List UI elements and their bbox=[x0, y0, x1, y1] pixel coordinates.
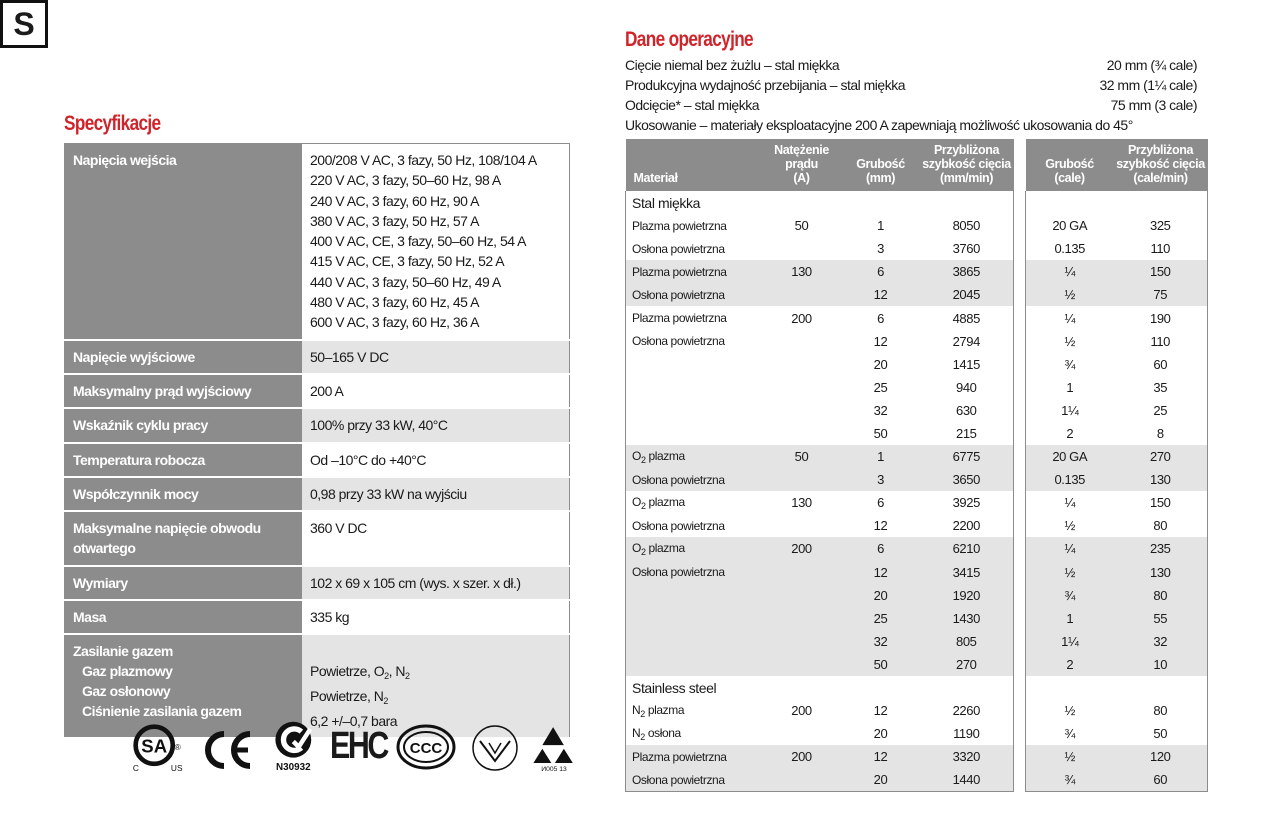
cell-gap bbox=[1014, 607, 1026, 630]
cell-material bbox=[626, 353, 762, 376]
cell-material bbox=[626, 607, 762, 630]
cell-gap bbox=[1014, 630, 1026, 653]
cell-gap bbox=[1014, 491, 1026, 514]
svg-text:®: ® bbox=[174, 741, 181, 752]
cell-thickness-mm: 6 bbox=[877, 495, 884, 511]
cell-current: 130 bbox=[762, 260, 842, 283]
spec-value-line: 380 V AC, 3 fazy, 50 Hz, 57 A bbox=[310, 212, 479, 229]
spec-value-line: 480 V AC, 3 fazy, 60 Hz, 45 A bbox=[310, 294, 479, 311]
cell-speed-mm: 3760 bbox=[920, 237, 1014, 260]
svg-text:N30932: N30932 bbox=[276, 762, 311, 772]
ukraine-conformity-logo bbox=[470, 722, 520, 774]
spec-table-body bbox=[65, 144, 570, 739]
spec-row bbox=[65, 566, 570, 600]
cell-gap bbox=[1014, 468, 1026, 491]
cell-thickness-in: ½ bbox=[1026, 699, 1114, 722]
spec-value: 200 A bbox=[302, 374, 570, 408]
spec-value-line: 220 V AC, 3 fazy, 50–60 Hz, 98 A bbox=[310, 172, 501, 189]
cell-material: Osłona powietrzna bbox=[626, 768, 762, 791]
ops-line-label: Produkcyjna wydajność przebijania – stal miękka bbox=[625, 77, 905, 93]
cut-chart-header-row bbox=[626, 139, 1208, 191]
cell-thickness-in: ½ bbox=[1026, 745, 1114, 768]
cell-speed-mm: 805 bbox=[920, 630, 1014, 653]
cell-speed-in: 35 bbox=[1114, 376, 1208, 399]
cell-current bbox=[762, 514, 842, 537]
cell-thickness-in: 1¼ bbox=[1026, 399, 1114, 422]
ccc-logo bbox=[396, 722, 458, 774]
cut-chart-row bbox=[626, 561, 1208, 584]
cell-thickness-mm: 1 bbox=[842, 445, 920, 468]
cell-thickness-in: 2 bbox=[1026, 422, 1114, 445]
cell-thickness-in: ½ bbox=[1026, 330, 1114, 353]
cell-thickness-in bbox=[1026, 676, 1114, 699]
cut-chart-row bbox=[626, 422, 1208, 445]
cell-speed-in: 60 bbox=[1114, 768, 1208, 791]
ukrsepro-logo bbox=[526, 720, 582, 772]
cell-speed-in: 50 bbox=[1114, 722, 1208, 745]
cell-speed-in: 120 bbox=[1114, 745, 1208, 768]
s-mark-logo: S bbox=[0, 0, 48, 48]
spec-value: Od –10°C do +40°C bbox=[302, 443, 570, 477]
cut-chart-row bbox=[626, 745, 1208, 768]
cell-material bbox=[626, 653, 762, 676]
cell-speed-mm: 3925 bbox=[920, 491, 1014, 514]
ce-mark-logo bbox=[200, 724, 256, 776]
cell-gap bbox=[1014, 399, 1026, 422]
spec-row bbox=[65, 340, 570, 374]
cell-thickness-mm bbox=[842, 191, 920, 214]
cell-speed-mm: 940 bbox=[920, 376, 1014, 399]
cell-material: Plazma powietrzna bbox=[626, 306, 762, 329]
spec-row bbox=[65, 408, 570, 442]
spec-table bbox=[64, 143, 570, 739]
cell-gap bbox=[1014, 722, 1026, 745]
cell-material: Stal miękka bbox=[626, 191, 762, 214]
cell-current bbox=[762, 630, 842, 653]
cell-thickness-mm: 50 bbox=[842, 653, 920, 676]
cell-thickness-in: ¼ bbox=[1026, 491, 1114, 514]
cell-thickness-mm: 3 bbox=[842, 468, 920, 491]
cell-speed-in: 60 bbox=[1114, 353, 1208, 376]
cell-gap bbox=[1014, 699, 1026, 722]
spec-value: 335 kg bbox=[302, 600, 570, 634]
cell-thickness-in: ½ bbox=[1026, 561, 1114, 584]
cell-speed-mm: 1920 bbox=[920, 584, 1014, 607]
cell-gap bbox=[1014, 537, 1026, 560]
cell-thickness-mm: 32 bbox=[873, 402, 888, 418]
cell-speed-mm: 2200 bbox=[920, 514, 1014, 537]
cell-thickness-in bbox=[1026, 191, 1114, 214]
cell-thickness-mm: 12 bbox=[842, 283, 920, 306]
svg-text:C: C bbox=[132, 763, 139, 774]
cell-thickness-in: ½ bbox=[1026, 283, 1114, 306]
cell-current bbox=[762, 237, 842, 260]
cut-chart-row bbox=[626, 399, 1208, 422]
cell-thickness-in: ¼ bbox=[1026, 306, 1114, 329]
svg-text:CCC: CCC bbox=[409, 740, 443, 757]
spec-value-line: 440 V AC, 3 fazy, 50–60 Hz, 49 A bbox=[310, 273, 501, 290]
cell-thickness-in: 1¼ bbox=[1026, 630, 1114, 653]
cell-speed-mm bbox=[920, 191, 1014, 214]
header-material: Materiał bbox=[626, 139, 762, 191]
gas-item-value: Powietrze, $N_2$ bbox=[310, 688, 388, 707]
header-thickness-in: Grubość (cale) bbox=[1026, 139, 1114, 191]
cell-thickness-mm: 12 bbox=[873, 703, 888, 719]
header-gap bbox=[1014, 139, 1026, 191]
cut-chart-row bbox=[626, 260, 1208, 283]
cell-speed-mm: 3650 bbox=[920, 468, 1014, 491]
cell-material: Plazma powietrzna bbox=[626, 214, 762, 237]
cell-speed-in: 190 bbox=[1114, 306, 1208, 329]
cell-speed-in: 25 bbox=[1114, 399, 1208, 422]
cell-speed-mm: 6210 bbox=[920, 537, 1014, 560]
cut-chart bbox=[625, 139, 1207, 792]
cut-chart-row bbox=[626, 330, 1208, 353]
spec-row bbox=[65, 477, 570, 511]
cell-speed-in: 8 bbox=[1114, 422, 1208, 445]
cell-current bbox=[762, 422, 842, 445]
cell-material: $N_2$ plazma bbox=[626, 699, 762, 722]
spec-row bbox=[65, 443, 570, 477]
cell-speed-mm: 3415 bbox=[920, 561, 1014, 584]
cell-thickness-mm: 12 bbox=[842, 745, 920, 768]
cell-speed-mm: 2794 bbox=[920, 330, 1014, 353]
cell-thickness-in: 1 bbox=[1026, 607, 1114, 630]
cut-chart-row bbox=[626, 191, 1208, 214]
cell-gap bbox=[1014, 306, 1026, 329]
cell-material: $O_2$ plazma bbox=[626, 491, 762, 514]
cell-gap bbox=[1014, 745, 1026, 768]
cut-chart-row bbox=[626, 491, 1208, 514]
cell-current bbox=[762, 330, 842, 353]
cell-speed-in bbox=[1114, 676, 1208, 699]
cell-speed-mm: 270 bbox=[920, 653, 1014, 676]
cut-chart-row bbox=[626, 283, 1208, 306]
svg-text:SA: SA bbox=[141, 735, 168, 757]
cell-material: Osłona powietrzna bbox=[626, 330, 762, 353]
spec-value bbox=[302, 144, 570, 340]
spec-label: Napięcia wejścia bbox=[65, 144, 302, 340]
cell-current bbox=[762, 561, 842, 584]
cell-thickness-mm: 6 bbox=[877, 310, 884, 326]
cell-material: Osłona powietrzna bbox=[626, 468, 762, 491]
spec-row bbox=[65, 374, 570, 408]
cell-thickness-mm: 12 bbox=[873, 333, 888, 349]
svg-text:И005 13: И005 13 bbox=[541, 766, 567, 772]
cell-current bbox=[762, 468, 842, 491]
spec-label: Maksymalny prąd wyjściowy bbox=[65, 374, 302, 408]
cell-speed-in: 80 bbox=[1114, 699, 1208, 722]
spec-value-line: 600 V AC, 3 fazy, 60 Hz, 36 A bbox=[310, 314, 479, 331]
cell-gap bbox=[1014, 422, 1026, 445]
cell-speed-in: 270 bbox=[1114, 445, 1208, 468]
spec-label: Współczynnik mocy bbox=[65, 477, 302, 511]
spec-value: 100% przy 33 kW, 40°C bbox=[302, 408, 570, 442]
header-speed-in: Przybliżona szybkość cięcia (cale/min) bbox=[1114, 139, 1208, 191]
cell-material bbox=[626, 584, 762, 607]
ops-line-label: Cięcie niemal bez żużlu – stal miękka bbox=[625, 57, 840, 73]
spec-title: Specyfikacje bbox=[64, 112, 161, 135]
spec-label: Masa bbox=[65, 600, 302, 634]
cell-current: 200 bbox=[762, 537, 842, 560]
cut-chart-row bbox=[626, 676, 1208, 699]
cell-speed-mm: 2045 bbox=[920, 283, 1014, 306]
ops-line-value: 20 mm (¾ cale) bbox=[1106, 57, 1197, 73]
cell-material: Stainless steel bbox=[626, 676, 762, 699]
cell-thickness-in: ¾ bbox=[1026, 722, 1114, 745]
cell-thickness-mm: 25 bbox=[842, 607, 920, 630]
cell-speed-in: 110 bbox=[1114, 330, 1208, 353]
cell-current: 130 bbox=[791, 495, 812, 511]
spec-value: 0,98 przy 33 kW na wyjściu bbox=[302, 477, 570, 511]
cut-chart-body bbox=[626, 191, 1208, 791]
cell-speed-in: 10 bbox=[1114, 653, 1208, 676]
cell-thickness-mm: 1 bbox=[877, 218, 884, 234]
cell-thickness-mm: 20 bbox=[873, 726, 888, 742]
cell-thickness-mm: 32 bbox=[842, 630, 920, 653]
cell-material: $O_2$ plazma bbox=[626, 445, 762, 468]
ops-line-value: 75 mm (3 cale) bbox=[1110, 97, 1197, 113]
cell-gap bbox=[1014, 514, 1026, 537]
cell-speed-in: 130 bbox=[1114, 561, 1208, 584]
cell-gap bbox=[1014, 561, 1026, 584]
cell-current bbox=[762, 653, 842, 676]
cell-thickness-in: ½ bbox=[1026, 514, 1114, 537]
cell-speed-mm: 3865 bbox=[920, 260, 1014, 283]
cell-thickness-mm: 20 bbox=[842, 768, 920, 791]
cell-current: 200 bbox=[791, 703, 812, 719]
cut-chart-row bbox=[626, 630, 1208, 653]
cell-current bbox=[762, 607, 842, 630]
cell-material: Osłona powietrzna bbox=[626, 237, 762, 260]
svg-text:US: US bbox=[170, 763, 183, 774]
gas-item-label: Gaz osłonowy bbox=[82, 683, 171, 700]
cell-gap bbox=[1014, 445, 1026, 468]
cell-material: Osłona powietrzna bbox=[626, 561, 762, 584]
bevel-note-text: Ukosowanie – materiały eksploatacyjne 200 A zapewniają możliwość ukosowania do 45° bbox=[625, 117, 1133, 133]
cell-gap bbox=[1014, 283, 1026, 306]
cell-material: Osłona powietrzna bbox=[626, 514, 762, 537]
cell-material bbox=[626, 399, 762, 422]
ops-line-value: 32 mm (1¼ cale) bbox=[1099, 77, 1197, 93]
spec-row bbox=[65, 511, 570, 566]
cell-speed-in: 32 bbox=[1114, 630, 1208, 653]
cell-gap bbox=[1014, 584, 1026, 607]
cell-current: 200 bbox=[762, 745, 842, 768]
cell-thickness-mm: 6 bbox=[842, 260, 920, 283]
cell-speed-mm: 1440 bbox=[920, 768, 1014, 791]
cell-material: Plazma powietrzna bbox=[626, 260, 762, 283]
cell-thickness-mm bbox=[842, 676, 920, 699]
cell-thickness-mm: 25 bbox=[873, 379, 888, 395]
spec-label: Maksymalne napięcie obwodu otwartego bbox=[65, 511, 302, 566]
cell-speed-in: 80 bbox=[1114, 584, 1208, 607]
cell-speed-in: 110 bbox=[1114, 237, 1208, 260]
cut-chart-row bbox=[626, 468, 1208, 491]
cell-thickness-in: 0.135 bbox=[1026, 468, 1114, 491]
cell-current: 50 bbox=[794, 218, 809, 234]
cell-gap bbox=[1014, 376, 1026, 399]
cell-thickness-in: 1 bbox=[1026, 376, 1114, 399]
cell-speed-mm bbox=[920, 676, 1014, 699]
ops-line-label: Odcięcie* – stal miękka bbox=[625, 97, 760, 113]
cell-material: Plazma powietrzna bbox=[626, 745, 762, 768]
cell-speed-in: 75 bbox=[1114, 283, 1208, 306]
cell-speed-in: 325 bbox=[1114, 214, 1208, 237]
cell-material bbox=[626, 376, 762, 399]
cell-gap bbox=[1014, 330, 1026, 353]
gas-item-value: 6,2 +/–0,7 bara bbox=[310, 713, 398, 730]
cell-gap bbox=[1014, 214, 1026, 237]
spec-value: 360 V DC bbox=[302, 511, 570, 566]
cell-thickness-mm: 20 bbox=[873, 356, 888, 372]
cell-current bbox=[762, 283, 842, 306]
cell-gap bbox=[1014, 768, 1026, 791]
cell-thickness-in: ¾ bbox=[1026, 768, 1114, 791]
spec-label: Wymiary bbox=[65, 566, 302, 600]
cell-current bbox=[762, 722, 842, 745]
cell-thickness-mm: 20 bbox=[842, 584, 920, 607]
cell-material: $N_2$ osłona bbox=[626, 722, 762, 745]
gas-item-label: Gaz plazmowy bbox=[82, 663, 173, 680]
cell-speed-mm: 1415 bbox=[920, 353, 1014, 376]
cell-gap bbox=[1014, 260, 1026, 283]
cell-speed-mm: 3320 bbox=[920, 745, 1014, 768]
cut-chart-table bbox=[625, 139, 1208, 792]
spec-row bbox=[65, 600, 570, 634]
spec-value: 102 x 69 x 105 cm (wys. x szer. x dł.) bbox=[302, 566, 570, 600]
cell-speed-in: 130 bbox=[1114, 468, 1208, 491]
cell-material: $O_2$ plazma bbox=[626, 537, 762, 560]
spec-row bbox=[65, 144, 570, 340]
cell-thickness-in: ¾ bbox=[1026, 353, 1114, 376]
cell-gap bbox=[1014, 237, 1026, 260]
cell-gap bbox=[1014, 191, 1026, 214]
cell-thickness-mm: 50 bbox=[873, 425, 888, 441]
cell-speed-in: 235 bbox=[1114, 537, 1208, 560]
cell-thickness-in: ¼ bbox=[1026, 260, 1114, 283]
cut-chart-row bbox=[626, 537, 1208, 560]
cut-chart-row bbox=[626, 699, 1208, 722]
cell-current bbox=[762, 353, 842, 376]
cell-thickness-in: ¾ bbox=[1026, 584, 1114, 607]
header-thickness-mm: Grubość (mm) bbox=[842, 139, 920, 191]
cell-material: Osłona powietrzna bbox=[626, 283, 762, 306]
ops-title: Dane operacyjne bbox=[625, 28, 753, 51]
cut-chart-row bbox=[626, 214, 1208, 237]
cell-current bbox=[762, 584, 842, 607]
cell-speed-in: 150 bbox=[1114, 260, 1208, 283]
cut-chart-row bbox=[626, 376, 1208, 399]
spec-value-line: 200/208 V AC, 3 fazy, 50 Hz, 108/104 A bbox=[310, 152, 537, 168]
cut-chart-row bbox=[626, 237, 1208, 260]
cut-chart-row bbox=[626, 722, 1208, 745]
cut-chart-row bbox=[626, 445, 1208, 468]
spec-value-line: 400 V AC, CE, 3 fazy, 50–60 Hz, 54 A bbox=[310, 233, 526, 250]
cell-current bbox=[762, 768, 842, 791]
cell-thickness-mm: 12 bbox=[842, 561, 920, 584]
cell-current: 50 bbox=[762, 445, 842, 468]
cell-current bbox=[762, 399, 842, 422]
cell-current: 200 bbox=[791, 310, 812, 326]
cut-chart-row bbox=[626, 607, 1208, 630]
cell-current bbox=[762, 676, 842, 699]
cell-speed-mm: 1190 bbox=[920, 722, 1014, 745]
cell-speed-in bbox=[1114, 191, 1208, 214]
spec-value: 50–165 V DC bbox=[302, 340, 570, 374]
cell-speed-mm: 8050 bbox=[920, 214, 1014, 237]
cell-thickness-in: 20 GA bbox=[1026, 445, 1114, 468]
cut-chart-row bbox=[626, 514, 1208, 537]
cell-speed-in: 80 bbox=[1114, 514, 1208, 537]
eac-logo: EHC bbox=[330, 725, 387, 767]
cell-speed-mm: 215 bbox=[920, 422, 1014, 445]
header-current: Natężenie prądu (A) bbox=[762, 139, 842, 191]
spec-label: Napięcie wyjściowe bbox=[65, 340, 302, 374]
cell-thickness-in: 2 bbox=[1026, 653, 1114, 676]
cell-speed-mm: 4885 bbox=[920, 306, 1014, 329]
cell-material bbox=[626, 630, 762, 653]
cell-speed-mm: 1430 bbox=[920, 607, 1014, 630]
cut-chart-row bbox=[626, 768, 1208, 791]
cell-current bbox=[762, 191, 842, 214]
cell-speed-in: 150 bbox=[1114, 491, 1208, 514]
spec-label: Wskaźnik cyklu pracy bbox=[65, 408, 302, 442]
cell-thickness-in: ¼ bbox=[1026, 537, 1114, 560]
cut-chart-row bbox=[626, 584, 1208, 607]
cell-speed-mm: 6775 bbox=[920, 445, 1014, 468]
cell-gap bbox=[1014, 653, 1026, 676]
cell-thickness-mm: 6 bbox=[842, 537, 920, 560]
spec-value-line: 415 V AC, CE, 3 fazy, 50 Hz, 52 A bbox=[310, 253, 505, 270]
csa-logo bbox=[126, 722, 188, 774]
cell-speed-in: 55 bbox=[1114, 607, 1208, 630]
cut-chart-row bbox=[626, 353, 1208, 376]
cut-chart-row bbox=[626, 306, 1208, 329]
spec-value-line: 240 V AC, 3 fazy, 60 Hz, 90 A bbox=[310, 192, 479, 209]
cut-chart-row bbox=[626, 653, 1208, 676]
spec-label: Temperatura robocza bbox=[65, 443, 302, 477]
cell-speed-mm: 2260 bbox=[920, 699, 1014, 722]
gas-item-label: Ciśnienie zasilania gazem bbox=[82, 703, 242, 720]
cell-current bbox=[762, 376, 842, 399]
header-speed-mm: Przybliżona szybkość cięcia (mm/min) bbox=[920, 139, 1014, 191]
c-tick-logo bbox=[266, 720, 326, 772]
cell-material bbox=[626, 422, 762, 445]
cell-thickness-in: 0.135 bbox=[1026, 237, 1114, 260]
cell-thickness-in: 20 GA bbox=[1026, 214, 1114, 237]
cell-thickness-mm: 3 bbox=[877, 241, 884, 257]
gas-supply-label: Zasilanie gazem bbox=[73, 643, 173, 660]
cell-thickness-mm: 12 bbox=[873, 518, 888, 534]
cell-speed-mm: 630 bbox=[920, 399, 1014, 422]
cell-gap bbox=[1014, 676, 1026, 699]
cell-gap bbox=[1014, 353, 1026, 376]
gas-item-value: Powietrze, $O_2$, $N_2$ bbox=[310, 663, 410, 682]
